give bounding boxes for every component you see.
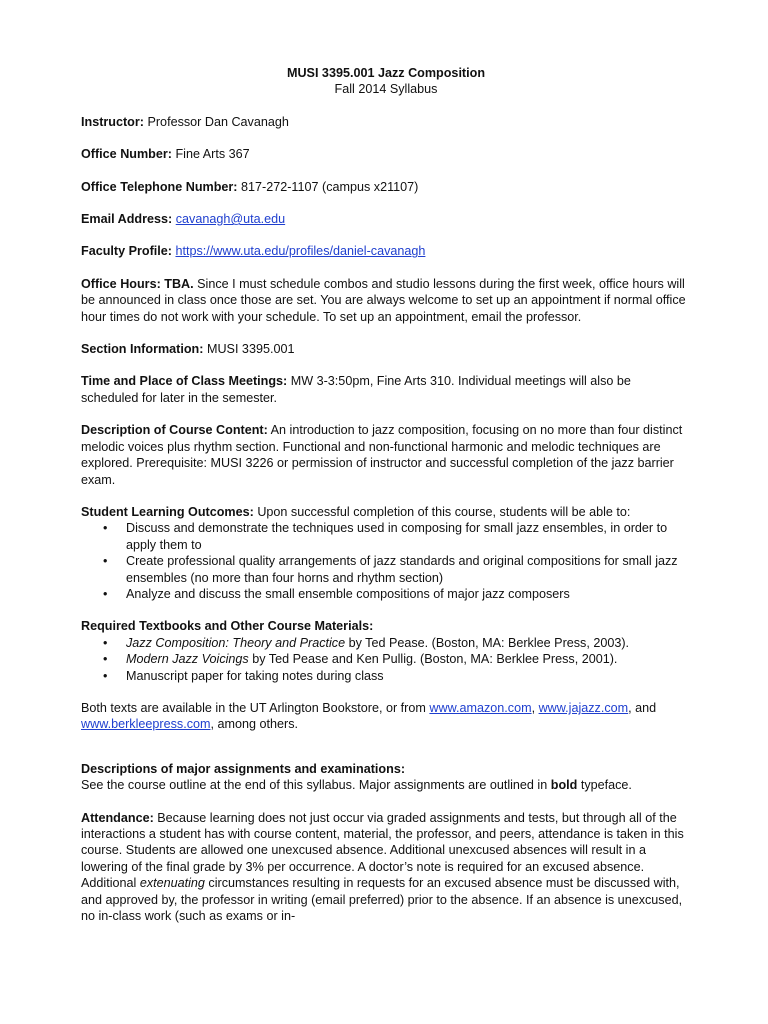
bullet-icon: • — [103, 586, 108, 601]
office-phone-value: 817-272-1107 (campus x21107) — [237, 179, 419, 194]
list-item — [81, 520, 691, 553]
meetings-text: MW 3-3:50pm, Fine Arts 310. Individual meetings will also be scheduled for later in the semester. — [81, 374, 631, 405]
meetings-paragraph — [81, 373, 691, 406]
outcomes-section — [81, 504, 691, 602]
description-paragraph — [81, 422, 691, 488]
textbook-title: Modern Jazz Voicings — [126, 652, 249, 667]
faculty-profile-label: Faculty Profile: — [81, 244, 172, 259]
berkleepress-link[interactable]: www.berkleepress.com — [81, 717, 211, 732]
list-item — [81, 651, 691, 667]
attendance-paragraph — [81, 810, 691, 925]
outcome-text: Discuss and demonstrate the techniques used in composing for small jazz ensembles, in order to apply them to — [126, 521, 668, 552]
amazon-link[interactable]: www.amazon.com — [429, 700, 532, 715]
list-item — [81, 668, 691, 684]
instructor-line — [81, 114, 691, 130]
instructor-label: Instructor: — [81, 114, 144, 129]
textbook-details: by Ted Pease and Ken Pullig. (Boston, MA: Berklee Press, 2001). — [248, 652, 618, 667]
textbook-details: by Ted Pease. (Boston, MA: Berklee Press, 2003). — [345, 635, 630, 650]
list-item — [81, 586, 691, 602]
list-item — [81, 635, 691, 651]
course-header — [81, 65, 691, 98]
assignments-text-end: typeface. — [577, 778, 632, 793]
list-item — [81, 553, 691, 586]
office-hours-label: Office Hours: TBA. — [81, 276, 194, 291]
attendance-label: Attendance: — [81, 810, 154, 825]
assignments-text — [81, 777, 691, 793]
availability-separator: , and — [628, 700, 657, 715]
office-phone-line — [81, 179, 691, 195]
course-title: MUSI 3395.001 Jazz Composition — [286, 66, 486, 80]
textbooks-section — [81, 618, 691, 684]
email-link[interactable]: cavanagh@uta.edu — [175, 212, 286, 227]
textbook-details: Manuscript paper for taking notes during class — [126, 668, 384, 683]
meetings-label: Time and Place of Class Meetings: — [81, 374, 288, 389]
outcomes-intro — [81, 504, 691, 520]
course-subtitle: Fall 2014 Syllabus — [334, 82, 438, 97]
section-line — [81, 341, 691, 357]
office-number-line — [81, 146, 691, 162]
attendance-text-end: circumstances resulting in requests for an excused absence must be discussed with, and approved by, the professor in writing (email preferred) prior to the absence. If an absence is unexcused, no in-class work (such as exams or in- — [81, 876, 683, 924]
textbooks-label: Required Textbooks and Other Course Materials: — [81, 619, 374, 634]
office-hours-paragraph — [81, 276, 691, 325]
availability-separator: , — [531, 700, 539, 715]
office-hours-text: Since I must schedule combos and studio lessons during the first week, office hours will be announced in class once those are set. You are always welcome to set up an appointment if normal office hour times do not work with your schedule. To set up an appointment, email the professor. — [81, 276, 686, 324]
email-line — [81, 211, 691, 227]
syllabus-content — [81, 65, 691, 924]
office-phone-label: Office Telephone Number: — [81, 179, 238, 194]
bullet-icon: • — [103, 635, 108, 650]
jajazz-link[interactable]: www.jajazz.com — [538, 700, 629, 715]
assignments-text-start: See the course outline at the end of this syllabus. Major assignments are outlined in — [81, 778, 551, 793]
bullet-icon: • — [103, 652, 108, 667]
faculty-profile-line — [81, 243, 691, 259]
section-label: Section Information: — [81, 342, 204, 357]
office-number-label: Office Number: — [81, 147, 172, 162]
availability-paragraph — [81, 700, 691, 733]
outcomes-list — [81, 520, 691, 602]
outcome-text: Create professional quality arrangements of jazz standards and original compositions for small jazz ensembles (no more than four horns and rhythm section) — [126, 554, 678, 585]
textbook-title: Jazz Composition: Theory and Practice — [126, 635, 346, 650]
assignments-label: Descriptions of major assignments and examinations: — [81, 761, 406, 776]
section-value: MUSI 3395.001 — [203, 342, 295, 357]
instructor-value: Professor Dan Cavanagh — [143, 114, 289, 129]
faculty-profile-link[interactable]: https://www.uta.edu/profiles/daniel-cavanagh — [175, 244, 426, 259]
bullet-icon: • — [103, 521, 108, 536]
outcomes-label: Student Learning Outcomes: — [81, 504, 254, 519]
assignments-section — [81, 761, 691, 794]
bullet-icon: • — [103, 668, 108, 683]
assignments-bold-word: bold — [550, 778, 578, 793]
attendance-text-start: Because learning does not just occur via graded assignments and tests, but through all of the interactions a student has with course content, material, the professor, and peers, attendance is taken in this course. Students are allowed one unexcused absence. Additional unexcused absences will result in a lowering of the final grade by 3% per occurrence. A doctor’s note is required for an excused absence. Additional — [81, 810, 684, 891]
availability-outro: , among others. — [210, 717, 298, 732]
description-label: Description of Course Content: — [81, 423, 268, 438]
outcome-text: Analyze and discuss the small ensemble compositions of major jazz composers — [126, 586, 570, 601]
bullet-icon: • — [103, 554, 108, 569]
attendance-italic-word: extenuating — [139, 876, 205, 891]
textbooks-list — [81, 635, 691, 684]
description-text: An introduction to jazz composition, focusing on no more than four distinct melodic voices plus rhythm section. Functional and non-functional harmonic and melodic techniques are explored. Prerequisite: MUSI 3226 or permission of instructor and successful completion of the jazz barrier exam. — [81, 423, 683, 487]
availability-intro: Both texts are available in the UT Arlington Bookstore, or from — [81, 700, 430, 715]
office-number-value: Fine Arts 367 — [171, 147, 250, 162]
email-label: Email Address: — [81, 212, 173, 227]
outcomes-text: Upon successful completion of this course, students will be able to: — [253, 504, 631, 519]
